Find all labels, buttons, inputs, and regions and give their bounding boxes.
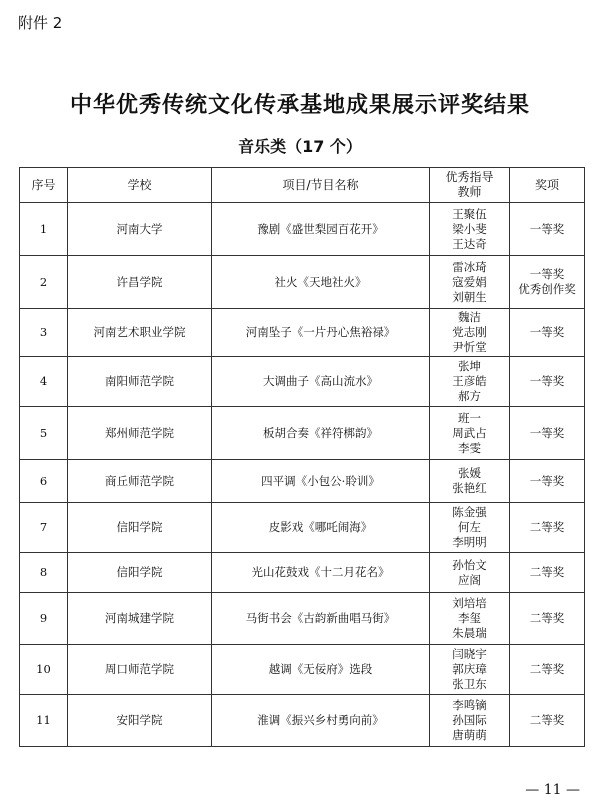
teacher-name: 党志刚	[452, 325, 487, 339]
teacher-name: 李明明	[452, 535, 487, 549]
teacher-name: 闫晓宇	[452, 647, 487, 661]
teacher-name: 郭庆璋	[452, 662, 487, 676]
teacher-list	[430, 593, 510, 645]
teacher-list	[430, 553, 510, 593]
row-number: 5	[20, 407, 68, 460]
row-number: 9	[20, 593, 68, 645]
teacher-name: 陈金强	[452, 505, 487, 519]
teacher-name: 李鸣镝	[452, 698, 487, 712]
school-name: 信阳学院	[68, 503, 212, 553]
table-row	[20, 256, 585, 309]
award-cell	[510, 593, 585, 645]
award-cell	[510, 357, 585, 407]
award-cell	[510, 309, 585, 357]
teacher-name: 何左	[458, 520, 481, 534]
header-no: 序号	[20, 168, 68, 203]
teacher-name: 刘朝生	[452, 289, 487, 304]
table-body	[20, 203, 585, 747]
school-name: 郑州师范学院	[68, 407, 212, 460]
project-name: 板胡合奏《祥符梆韵》	[212, 407, 430, 460]
awards-table	[19, 167, 585, 747]
award-name: 一等奖	[529, 473, 565, 488]
teacher-list	[430, 407, 510, 460]
teacher-name: 魏洁	[458, 310, 481, 324]
school-name: 河南艺术职业学院	[68, 309, 212, 357]
row-number: 1	[20, 203, 68, 256]
project-name: 皮影戏《哪吒闹海》	[212, 503, 430, 553]
award-name: 二等奖	[529, 520, 565, 534]
project-name: 大调曲子《高山流水》	[212, 357, 430, 407]
school-name: 信阳学院	[68, 553, 212, 593]
row-number: 10	[20, 645, 68, 695]
project-name: 淮调《振兴乡村勇向前》	[212, 695, 430, 747]
award-cell	[510, 256, 585, 309]
award-name: 一等奖	[529, 325, 565, 339]
table-row	[20, 695, 585, 747]
teacher-name: 王聚伍	[452, 206, 487, 221]
award-cell	[510, 645, 585, 695]
teacher-name: 李雯	[458, 440, 481, 455]
award-cell	[510, 695, 585, 747]
teacher-list	[430, 256, 510, 309]
row-number: 11	[20, 695, 68, 747]
teacher-name: 孙国际	[452, 713, 487, 727]
award-name: 优秀创作奖	[518, 282, 576, 296]
project-name: 越调《无佞府》选段	[212, 645, 430, 695]
table-row	[20, 593, 585, 645]
page-number: — 11 —	[525, 782, 580, 798]
project-name: 光山花鼓戏《十二月花名》	[212, 553, 430, 593]
teacher-name: 王达奇	[452, 236, 487, 251]
project-name: 社火《天地社火》	[212, 256, 430, 309]
teacher-name: 张艳红	[452, 481, 487, 495]
teacher-list	[430, 503, 510, 553]
award-name: 二等奖	[529, 611, 565, 625]
teacher-name: 周武占	[452, 425, 487, 440]
teacher-name: 孙怡文	[452, 557, 487, 572]
table-row	[20, 309, 585, 357]
teacher-name: 唐萌萌	[452, 728, 487, 742]
award-cell	[510, 407, 585, 460]
table-row	[20, 460, 585, 503]
category-subtitle: 音乐类（17 个）	[238, 137, 362, 156]
school-name: 商丘师范学院	[68, 460, 212, 503]
award-cell	[510, 553, 585, 593]
award-name: 一等奖	[529, 267, 565, 281]
award-name: 一等奖	[529, 374, 565, 388]
project-name: 豫剧《盛世梨园百花开》	[212, 203, 430, 256]
school-name: 河南大学	[68, 203, 212, 256]
table-row	[20, 503, 585, 553]
project-name: 河南坠子《一片丹心焦裕禄》	[212, 309, 430, 357]
table-header-row	[20, 168, 585, 203]
row-number: 6	[20, 460, 68, 503]
award-name: 二等奖	[529, 713, 565, 727]
table-row	[20, 203, 585, 256]
header-teachers	[430, 168, 510, 203]
teacher-name: 王彦皓	[452, 374, 487, 388]
row-number: 7	[20, 503, 68, 553]
school-name: 许昌学院	[68, 256, 212, 309]
teacher-list	[430, 645, 510, 695]
teacher-name: 梁小斐	[452, 221, 487, 236]
teacher-name: 张坤	[458, 359, 481, 373]
page-title: 中华优秀传统文化传承基地成果展示评奖结果	[69, 93, 530, 118]
header-award: 奖项	[510, 168, 585, 203]
teacher-name: 郝方	[458, 389, 481, 403]
school-name: 南阳师范学院	[68, 357, 212, 407]
teacher-list	[430, 695, 510, 747]
table-row	[20, 645, 585, 695]
header-school: 学校	[68, 168, 212, 203]
award-cell	[510, 203, 585, 256]
row-number: 4	[20, 357, 68, 407]
header-teachers-line2: 教师	[457, 185, 482, 199]
award-name: 一等奖	[529, 221, 565, 236]
teacher-name: 刘培培	[452, 596, 487, 610]
project-name: 马街书会《古韵新曲唱马街》	[212, 593, 430, 645]
award-cell	[510, 503, 585, 553]
teacher-list	[430, 460, 510, 503]
award-name: 二等奖	[529, 565, 565, 579]
teacher-name: 班一	[458, 410, 481, 425]
teacher-name: 应阁	[458, 572, 481, 587]
header-teachers-line1: 优秀指导	[445, 170, 494, 184]
header-project: 项目/节目名称	[212, 168, 430, 203]
school-name: 河南城建学院	[68, 593, 212, 645]
teacher-name: 李玺	[458, 611, 481, 625]
school-name: 周口师范学院	[68, 645, 212, 695]
teacher-name: 张媛	[458, 466, 481, 480]
row-number: 3	[20, 309, 68, 357]
teacher-name: 寇爱娟	[452, 274, 487, 289]
row-number: 8	[20, 553, 68, 593]
table-row	[20, 407, 585, 460]
teacher-list	[430, 203, 510, 256]
school-name: 安阳学院	[68, 695, 212, 747]
attachment-label: 附件 2	[18, 14, 63, 32]
project-name: 四平调《小包公·聆训》	[212, 460, 430, 503]
teacher-name: 尹忻堂	[452, 340, 487, 354]
teacher-name: 雷冰琦	[452, 259, 487, 274]
teacher-list	[430, 357, 510, 407]
award-name: 一等奖	[529, 425, 565, 440]
award-cell	[510, 460, 585, 503]
row-number: 2	[20, 256, 68, 309]
teacher-name: 张卫东	[452, 677, 487, 691]
teacher-name: 朱晨瑞	[452, 626, 487, 640]
award-name: 二等奖	[529, 662, 565, 676]
teacher-list	[430, 309, 510, 357]
table-row	[20, 553, 585, 593]
table-row	[20, 357, 585, 407]
